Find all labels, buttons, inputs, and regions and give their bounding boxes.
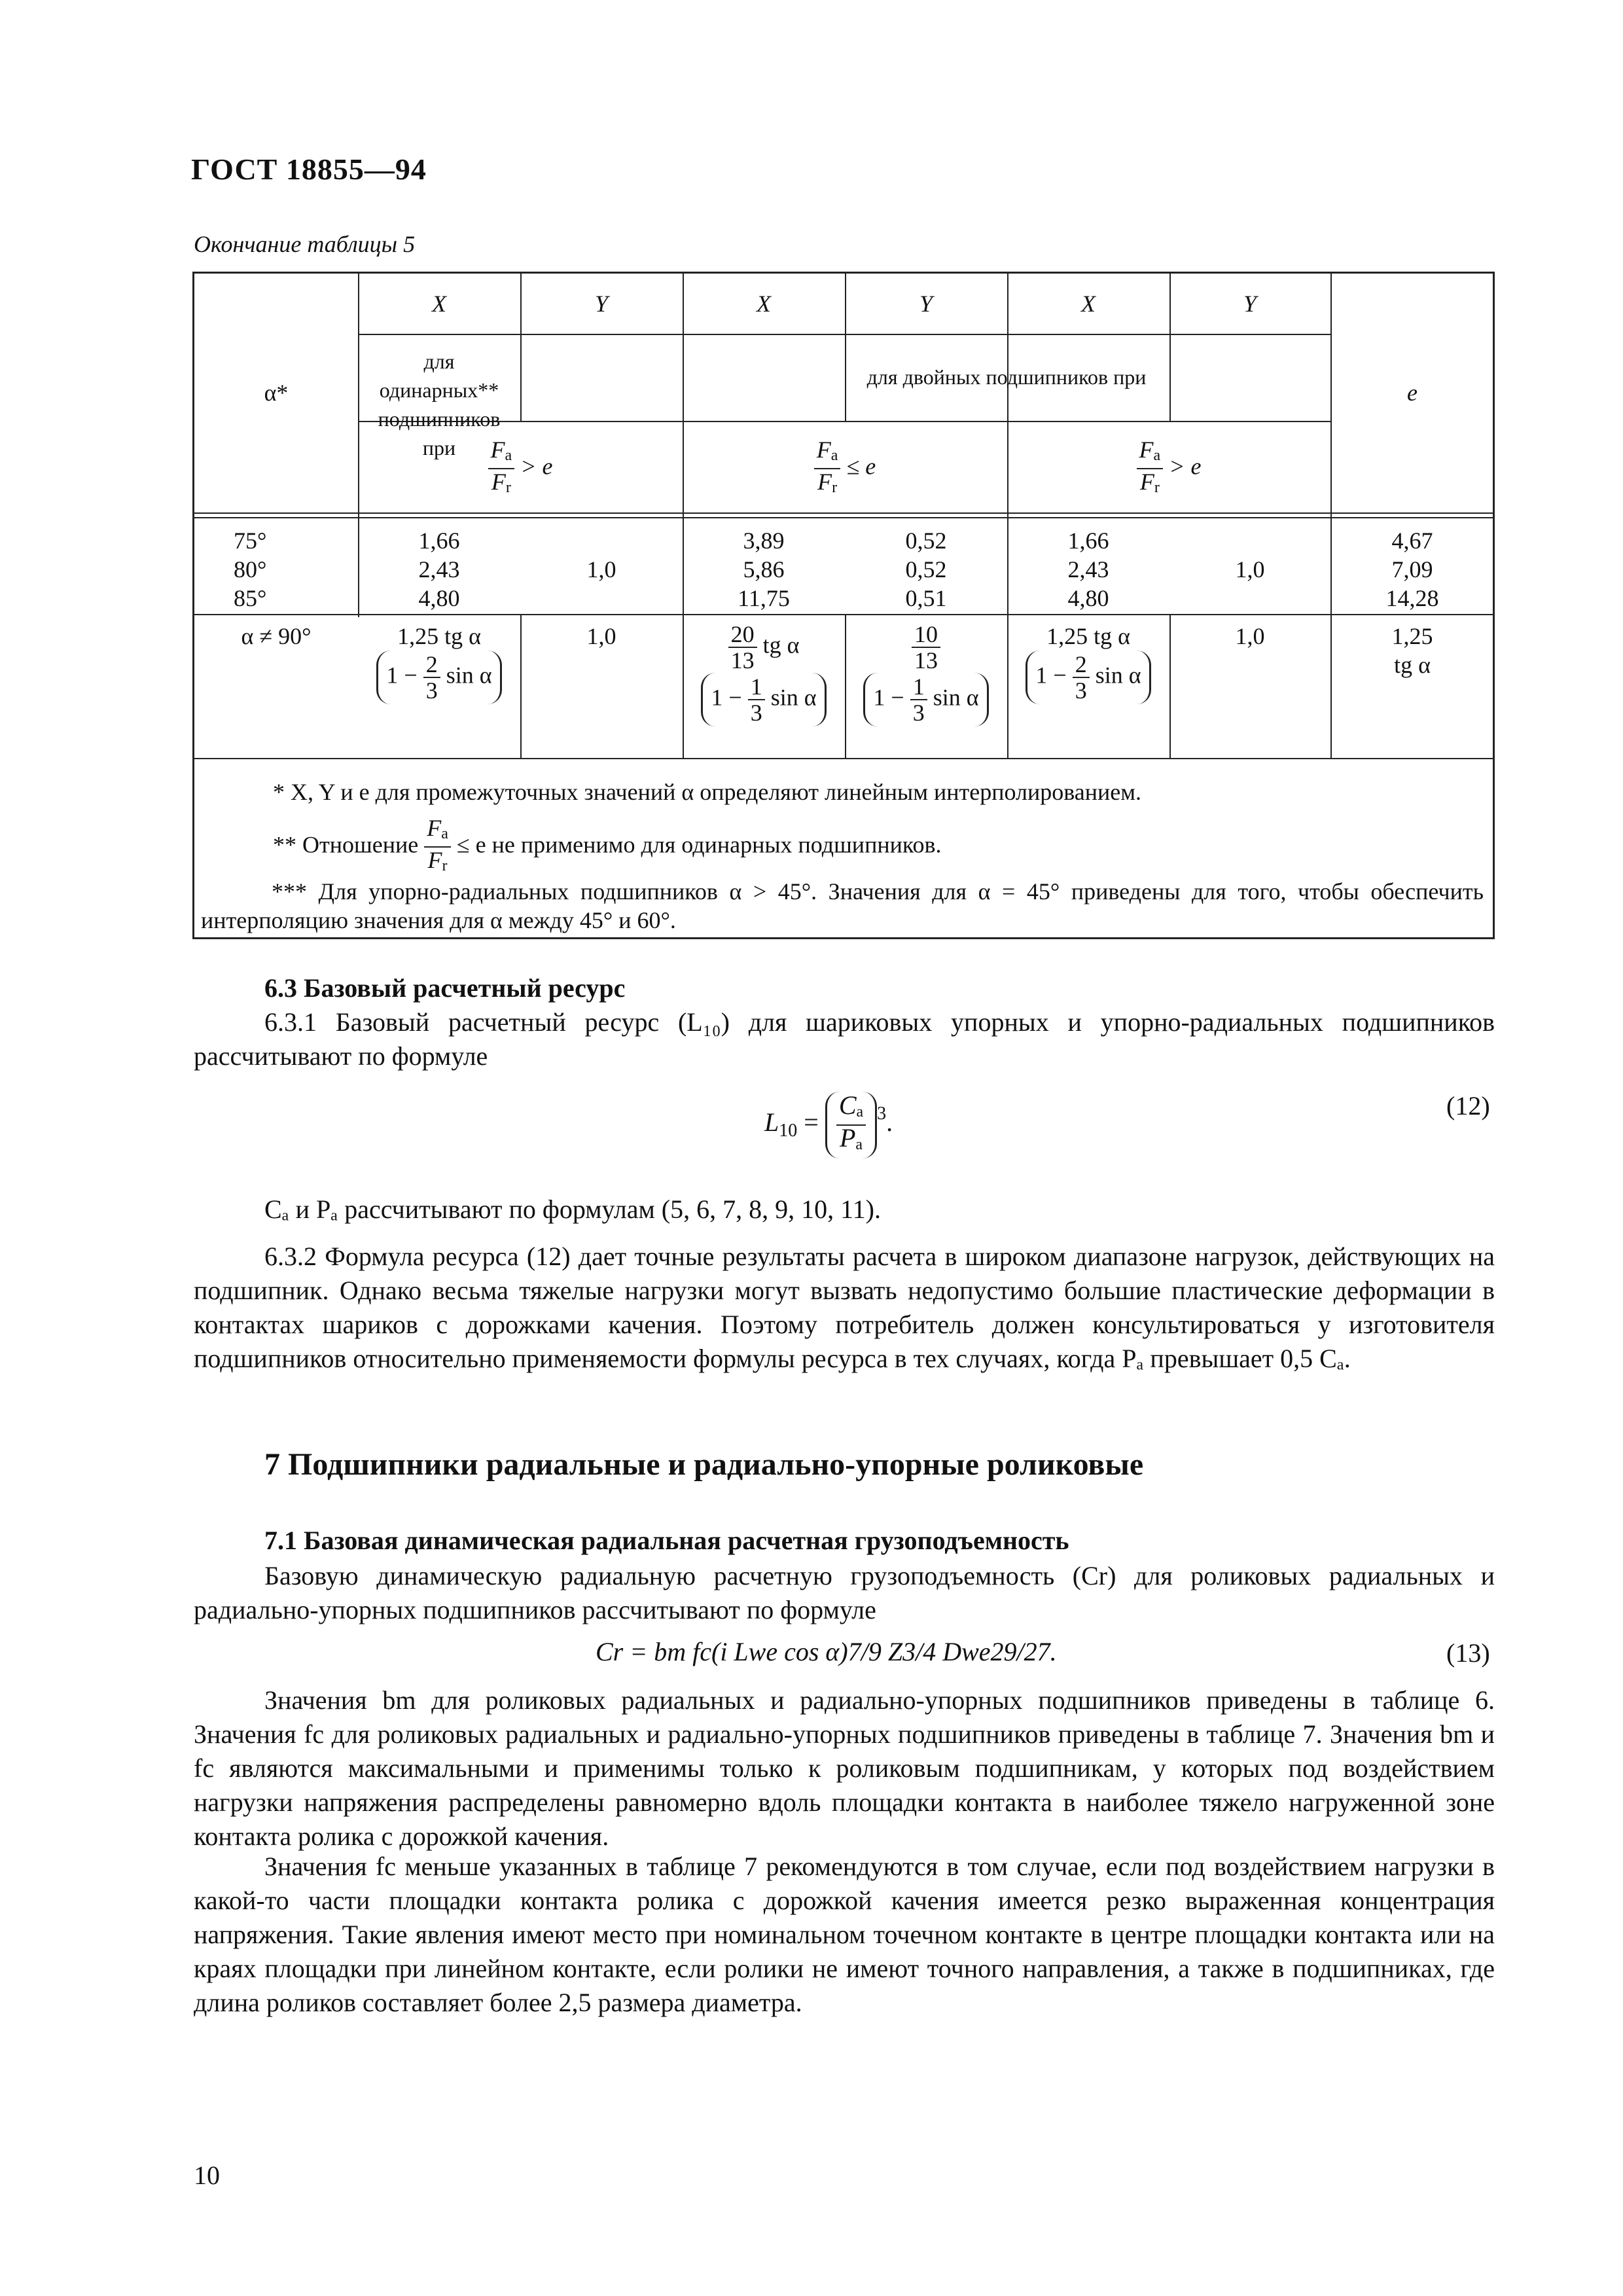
section-7-1-paragraph-3: Значения fc меньше указанных в таблице 7 рекомендуются в том случае, если под воздействием нагрузки в какой-то части площадки контакта ролика с дорожкой качения имеется резко выраженная концентрация напряжения. Такие явления имеют место при номинальном точечном контакте в центре площадки контакта или на краях площадки при линейном контакте, если ролики не имеют точного направления, а также в подшипниках, где длина роликов составляет более 2,5 размера диаметра.: [194, 1852, 1495, 2017]
section-6-3-1-text: 6.3.1 Базовый расчетный ресурс (L₁₀) для шариковых упорных и упорно-радиальных подшипников рассчитывают по формуле: [194, 1007, 1495, 1071]
section-6-3-title: 6.3 Базовый расчетный ресурс: [264, 973, 626, 1003]
formula-12: $L_{10}$ = $\frac{C_a}{P_a}$ $^3$.: [764, 1092, 893, 1183]
header-alpha: α*: [264, 380, 289, 406]
formula-12-number: (12): [1446, 1091, 1490, 1121]
footnote-1: * X, Y и e для промежуточных значений α определяют линейным интерполированием.: [273, 779, 1142, 805]
header-x-double-le: X: [757, 291, 771, 317]
y-double-gt: 1,0: [1235, 556, 1265, 583]
rows-x-single: 1,66 2,43 4,80: [418, 528, 460, 611]
page-number: 10: [194, 2161, 220, 2190]
rows-y-double-le: 0,52 0,52 0,51: [905, 528, 947, 611]
section-6-3-2-text: 6.3.2 Формула ресурса (12) дает точные результаты расчета в широком диапазоне нагрузок, действующих на подшипник. Однако весьма тяжелые нагрузки могут вызвать недопустимо большие пластические деформации в контактах шариков с дорожками качения. Поэтому потребитель должен консультироваться у изготовителя подшипников относительно применяемости формулы ресурса в тех случаях, когда Pₐ превышает 0,5 Cₐ.: [194, 1242, 1495, 1373]
table-caption: Окончание таблицы 5: [194, 231, 416, 257]
cond-double-gt: $\frac{F_a}{F_r}$ > e: [1007, 437, 1330, 500]
cond-single-gt: $\frac{F_a}{F_r}$ > e: [358, 437, 683, 500]
rows-x-double-le: 3,89 5,86 11,75: [738, 528, 790, 611]
section-6-3-note: Cₐ и Pₐ рассчитывают по формулам (5, 6, 7, 8, 9, 10, 11).: [264, 1194, 881, 1224]
coefficients-table: [192, 272, 1495, 939]
section-7-title: 7 Подшипники радиальные и радиально-упорные роликовые: [264, 1447, 1144, 1482]
section-7-1-text: Базовую динамическую радиальную расчетную грузоподъемность (Cr) для роликовых радиальных и радиально-упорных подшипников рассчитывают по формуле: [194, 1561, 1495, 1624]
general-x-single: 1,25 tg α 1 − $\frac{2}{3}$ sin α: [358, 622, 520, 704]
footnote-2: ** Отношение $\frac{F_a}{F_r}$ ≤ e не применимо для одинарных подшипников.: [273, 815, 942, 874]
header-y-single: Y: [594, 291, 609, 317]
general-y-single: 1,0: [586, 623, 616, 649]
general-x-double-gt: 1,25 tg α 1 − $\frac{2}{3}$ sin α: [1007, 622, 1169, 704]
general-alpha: α ≠ 90°: [241, 623, 312, 649]
formula-13: Cr = bm fc(i Lwe cos α)7/9 Z3/4 Dwe29/27.: [596, 1637, 1057, 1666]
document-id: ГОСТ 18855—94: [191, 152, 427, 186]
header-y-double-gt: Y: [1243, 291, 1257, 317]
header-y-double-le: Y: [919, 291, 933, 317]
footnote-3: *** Для упорно-радиальных подшипников α > 45°. Значения для α = 45° приведены для того, чтобы обеспечить интерполяцию значения для α между 45° и 60°.: [201, 878, 1484, 933]
rows-e: 4,67 7,09 14,28: [1385, 528, 1439, 611]
cond-double-le: $\frac{F_a}{F_r}$ ≤ e: [683, 437, 1007, 500]
group-single-label: для одинарных** подшипников при: [378, 350, 501, 459]
header-e: e: [1407, 380, 1418, 406]
rows-alpha: 75° 80° 85°: [234, 528, 267, 611]
rows-x-double-gt: 1,66 2,43 4,80: [1067, 528, 1109, 611]
section-7-1-paragraph-2: Значения bm для роликовых радиальных и радиально-упорных подшипников приведены в таблице 6. Значения fc для роликовых радиальных и радиально-упорных подшипников приведены в таблице 7. Значения bm и fc являются максимальными и применимы только к роликовым подшипникам, у которых под воздействием нагрузки напряжения распределены равномерно вдоль площадки контакта в наиболее тяжело нагруженной зоне контакта ролика с дорожкой качения.: [194, 1685, 1495, 1851]
header-x-single: X: [432, 291, 446, 317]
general-y-double-gt: 1,0: [1235, 623, 1265, 649]
formula-13-number: (13): [1446, 1638, 1490, 1668]
general-e: 1,25 tg α: [1391, 623, 1433, 678]
y-single: 1,0: [586, 556, 616, 583]
group-double-label: для двойных подшипников при: [866, 365, 1147, 389]
general-x-double-le: $\frac{20}{13}$ tg α 1 − $\frac{1}{3}$ sin α: [683, 622, 845, 726]
general-y-double-le: $\frac{10}{13}$ 1 − $\frac{1}{3}$ sin α: [845, 622, 1007, 726]
section-7-1-title: 7.1 Базовая динамическая радиальная расчетная грузоподъемность: [264, 1526, 1069, 1555]
header-x-double-gt: X: [1081, 291, 1096, 317]
